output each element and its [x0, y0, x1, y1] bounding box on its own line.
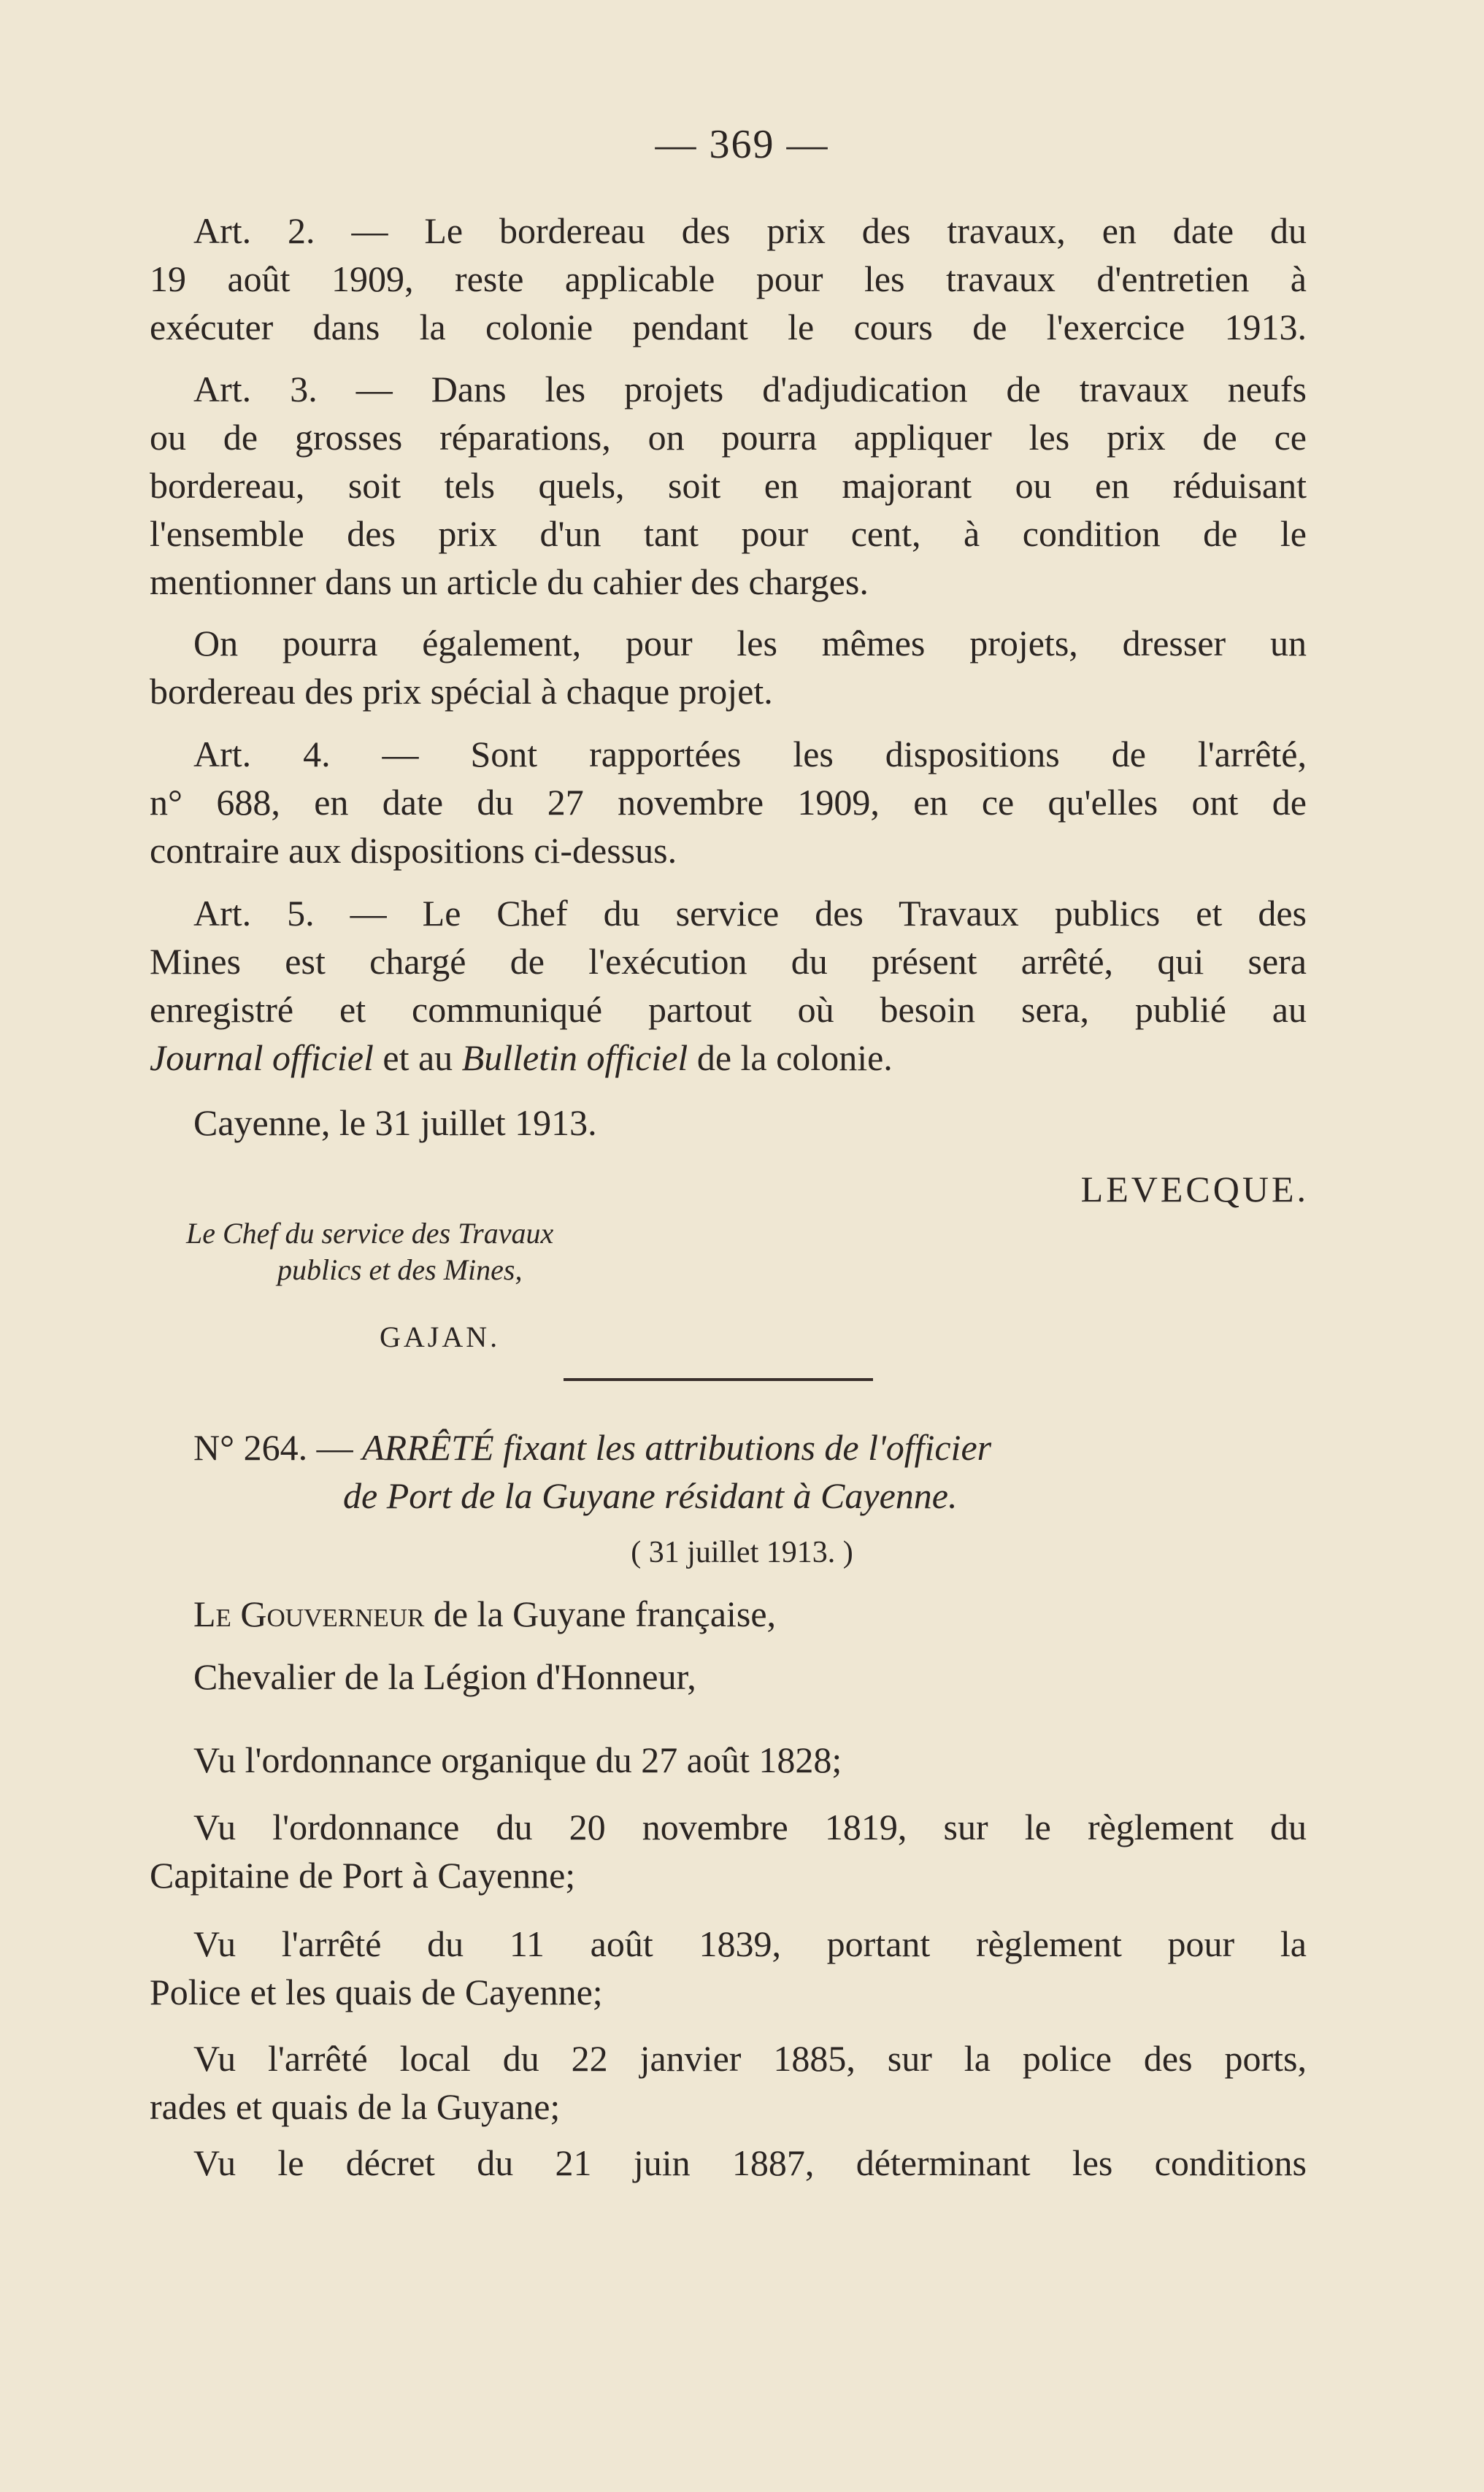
text-line: Mines est chargé de l'exécution du présent arrêté, qui sera — [150, 941, 1307, 982]
text-line: ou de grosses réparations, on pourra appliquer les prix de ce — [150, 417, 1307, 458]
text-line: Vu le décret du 21 juin 1887, déterminant les conditions — [193, 2142, 1307, 2183]
article-5 — [150, 889, 1307, 1082]
chef-line-1: Le Chef du service des Travaux — [186, 1217, 554, 1250]
text-line: Police et les quais de Cayenne; — [150, 1972, 603, 2012]
text-line: Art. 4. — Sont rapportées les dispositions de l'arrêté, — [193, 734, 1307, 774]
signature-levecque: LEVECQUE. — [1080, 1169, 1309, 1210]
decree-title-continued: de Port de la Guyane résidant à Cayenne. — [343, 1475, 958, 1516]
vu-arrete-1839 — [150, 1920, 1307, 2016]
paragraph-on-pourra — [150, 619, 1307, 715]
date-line: Cayenne, le 31 juillet 1913. — [193, 1102, 597, 1143]
article-3 — [150, 365, 1307, 606]
article-4 — [150, 730, 1307, 874]
gouverneur-rest: de la Guyane française, — [424, 1593, 777, 1634]
chevalier-line: Chevalier de la Légion d'Honneur, — [193, 1656, 696, 1697]
text-line: l'ensemble des prix d'un tant pour cent, à condition de le — [150, 513, 1307, 554]
decree-dash: — — [307, 1427, 363, 1468]
decree-date: ( 31 juillet 1913. ) — [631, 1536, 853, 1569]
journal-officiel: Journal officiel — [150, 1037, 374, 1078]
text-line: bordereau, soit tels quels, soit en majorant ou en réduisant — [150, 465, 1307, 506]
section-divider — [564, 1378, 873, 1381]
text-line: Art. 3. — Dans les projets d'adjudication de travaux neufs — [193, 369, 1307, 409]
page-number: — 369 — — [655, 122, 829, 167]
decree-title: ARRÊTÉ fixant les attributions de l'officier — [362, 1427, 992, 1468]
vu-ordonnance-1819 — [150, 1803, 1307, 1899]
text-fragment: et au — [373, 1037, 462, 1078]
text-line: Capitaine de Port à Cayenne; — [150, 1855, 576, 1896]
vu-ordonnance-1828: Vu l'ordonnance organique du 27 août 1828; — [193, 1739, 842, 1780]
text-line: bordereau des prix spécial à chaque projet. — [150, 671, 773, 712]
text-line: n° 688, en date du 27 novembre 1909, en ce qu'elles ont de — [150, 782, 1307, 823]
text-line: Vu l'ordonnance du 20 novembre 1819, sur le règlement du — [193, 1807, 1307, 1847]
decree-number: N° 264. — [193, 1427, 308, 1468]
decree-line-1 — [193, 1423, 1310, 1472]
article-2 — [150, 207, 1307, 351]
vu-decret-1887 — [150, 2139, 1307, 2187]
text-line: contraire aux dispositions ci-dessus. — [150, 830, 677, 871]
text-line: Art. 2. — Le bordereau des prix des travaux, en date du — [193, 210, 1307, 251]
text-line — [150, 1034, 1307, 1082]
vu-arrete-1885 — [150, 2034, 1307, 2131]
decree-heading — [193, 1423, 1310, 1520]
text-fragment: de la colonie. — [688, 1037, 893, 1078]
text-line: On pourra également, pour les mêmes projets, dresser un — [193, 623, 1307, 664]
text-line: mentionner dans un article du cahier des charges. — [150, 561, 869, 602]
gouverneur-title: Le Gouverneur — [193, 1593, 425, 1634]
text-line: enregistré et communiqué partout où besoin sera, publié au — [150, 989, 1307, 1030]
text-line: Vu l'arrêté du 11 août 1839, portant règlement pour la — [193, 1923, 1307, 1964]
chef-line-2: publics et des Mines, — [277, 1253, 523, 1286]
signature-gajan: GAJAN. — [380, 1320, 501, 1353]
text-line: Vu l'arrêté local du 22 janvier 1885, sur la police des ports, — [193, 2038, 1307, 2079]
gouverneur-line — [150, 1590, 1350, 1638]
text-line: 19 août 1909, reste applicable pour les travaux d'entretien à — [150, 258, 1307, 299]
chef-du-service-caption — [186, 1215, 553, 1288]
text-line: Art. 5. — Le Chef du service des Travaux publics et des — [193, 893, 1307, 934]
text-line: rades et quais de la Guyane; — [150, 2086, 561, 2127]
bulletin-officiel: Bulletin officiel — [461, 1037, 688, 1078]
text-line: exécuter dans la colonie pendant le cours de l'exercice 1913. — [150, 307, 1307, 347]
